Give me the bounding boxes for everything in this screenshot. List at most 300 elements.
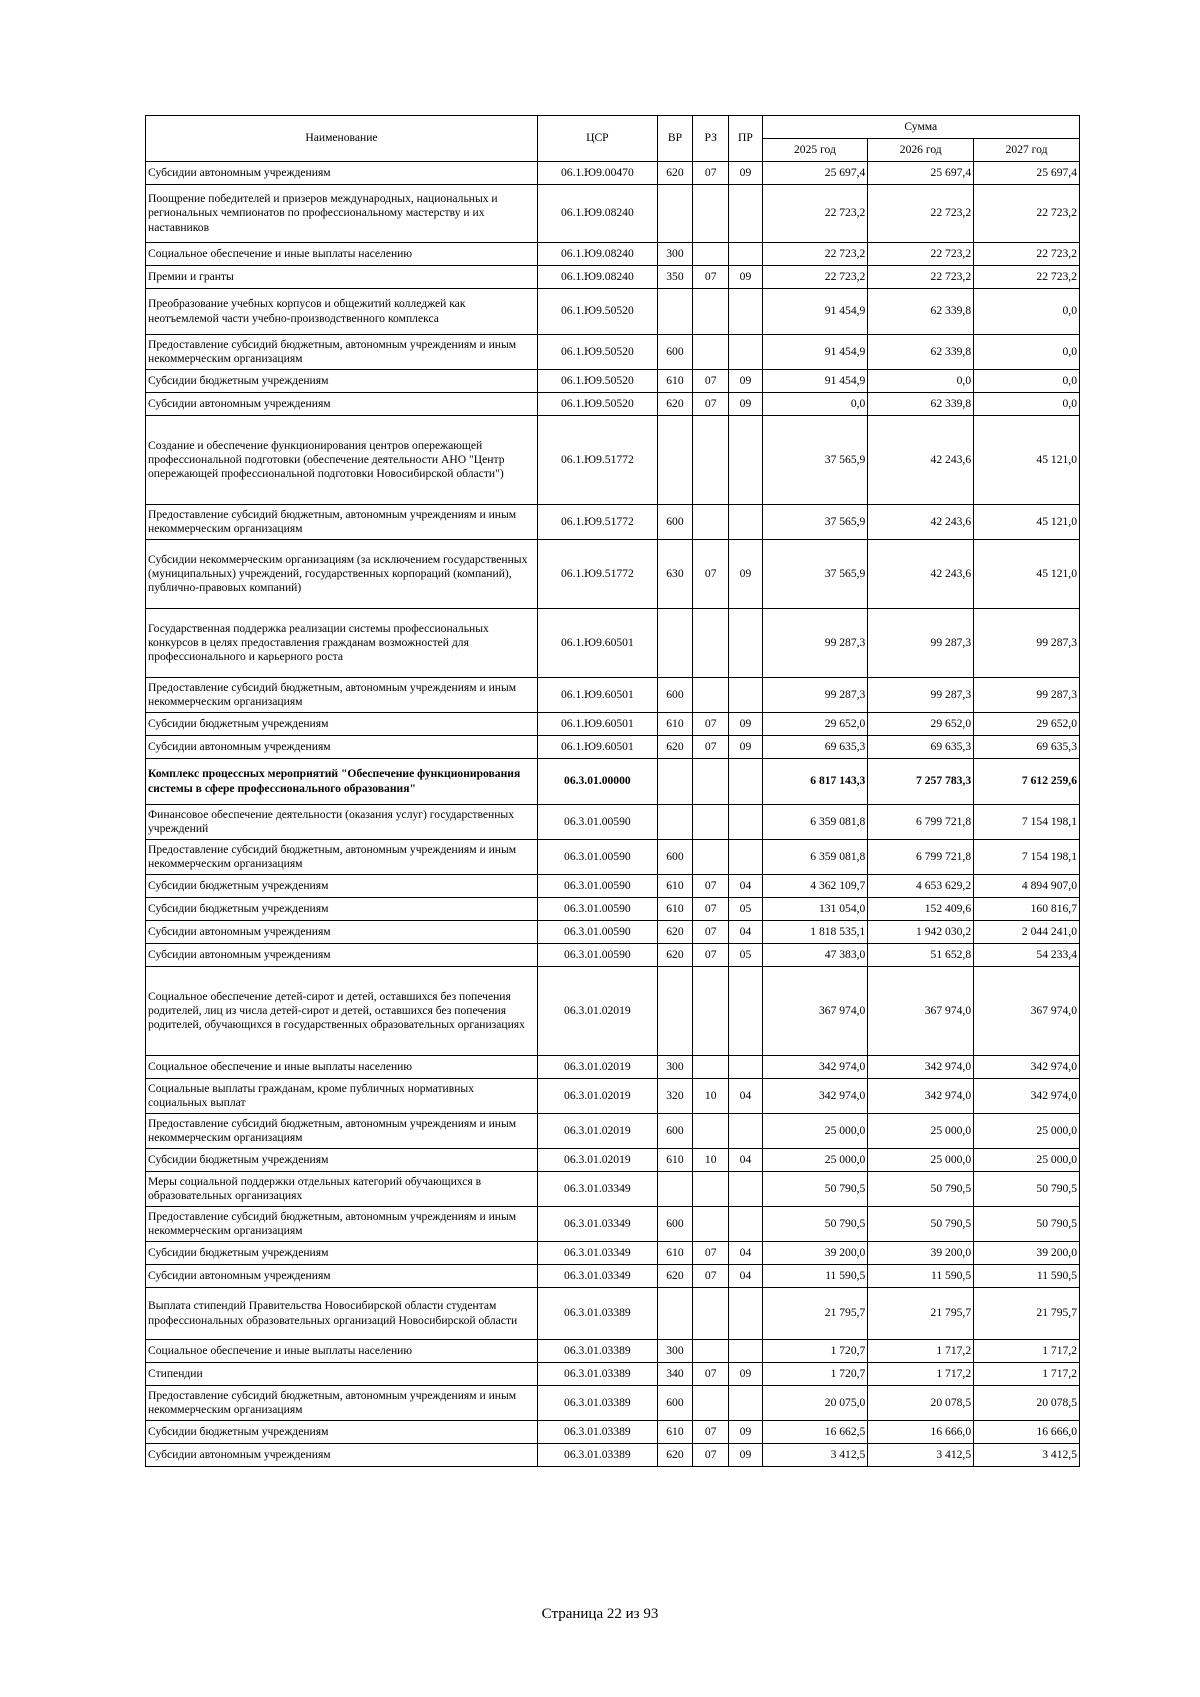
cell-rz — [693, 609, 729, 678]
cell-y2027: 367 974,0 — [974, 967, 1080, 1056]
cell-rz: 07 — [693, 736, 729, 759]
cell-pr: 04 — [729, 1079, 762, 1114]
cell-pr — [729, 1340, 762, 1363]
cell-rz — [693, 505, 729, 540]
cell-y2025: 0,0 — [762, 393, 868, 416]
table-row — [146, 243, 1080, 266]
cell-y2026: 42 243,6 — [868, 416, 974, 505]
cell-rz: 07 — [693, 370, 729, 393]
header-csr: ЦСР — [537, 116, 657, 162]
cell-rz: 07 — [693, 1265, 729, 1288]
table-row — [146, 921, 1080, 944]
cell-name: Социальное обеспечение и иные выплаты населению — [146, 243, 538, 266]
cell-vr: 600 — [657, 678, 692, 713]
cell-csr: 06.3.01.00590 — [537, 875, 657, 898]
cell-pr — [729, 289, 762, 335]
cell-name: Субсидии автономным учреждениям — [146, 1265, 538, 1288]
cell-y2027: 22 723,2 — [974, 185, 1080, 243]
table-row — [146, 540, 1080, 609]
cell-vr — [657, 609, 692, 678]
cell-y2027: 54 233,4 — [974, 944, 1080, 967]
cell-y2026: 1 942 030,2 — [868, 921, 974, 944]
header-rz: РЗ — [693, 116, 729, 162]
cell-y2027: 160 816,7 — [974, 898, 1080, 921]
cell-csr: 06.3.01.03389 — [537, 1386, 657, 1421]
cell-y2025: 91 454,9 — [762, 335, 868, 370]
cell-y2027: 25 697,4 — [974, 162, 1080, 185]
table-row — [146, 1363, 1080, 1386]
cell-y2027: 21 795,7 — [974, 1288, 1080, 1340]
cell-rz — [693, 1340, 729, 1363]
cell-vr: 630 — [657, 540, 692, 609]
table-row — [146, 266, 1080, 289]
cell-pr: 04 — [729, 875, 762, 898]
table-row — [146, 1386, 1080, 1421]
cell-rz: 10 — [693, 1149, 729, 1172]
cell-y2025: 367 974,0 — [762, 967, 868, 1056]
cell-y2027: 0,0 — [974, 370, 1080, 393]
cell-y2025: 22 723,2 — [762, 185, 868, 243]
cell-csr: 06.3.01.00590 — [537, 944, 657, 967]
cell-name: Социальные выплаты гражданам, кроме публичных нормативных социальных выплат — [146, 1079, 538, 1114]
cell-name: Поощрение победителей и призеров международных, национальных и региональных чемпионатов по профессиональному мастерству и их наставников — [146, 185, 538, 243]
cell-rz — [693, 805, 729, 840]
cell-y2026: 152 409,6 — [868, 898, 974, 921]
table-row — [146, 678, 1080, 713]
cell-y2027: 39 200,0 — [974, 1242, 1080, 1265]
cell-y2025: 99 287,3 — [762, 609, 868, 678]
cell-name: Субсидии бюджетным учреждениям — [146, 1421, 538, 1444]
cell-rz — [693, 1288, 729, 1340]
table-row — [146, 289, 1080, 335]
cell-csr: 06.3.01.03389 — [537, 1421, 657, 1444]
cell-y2026: 62 339,8 — [868, 289, 974, 335]
cell-vr — [657, 416, 692, 505]
cell-y2025: 29 652,0 — [762, 713, 868, 736]
cell-y2027: 50 790,5 — [974, 1207, 1080, 1242]
cell-vr — [657, 289, 692, 335]
cell-csr: 06.1.Ю9.50520 — [537, 335, 657, 370]
cell-rz — [693, 1114, 729, 1149]
cell-csr: 06.3.01.03349 — [537, 1172, 657, 1207]
cell-y2027: 342 974,0 — [974, 1056, 1080, 1079]
table-row — [146, 1056, 1080, 1079]
cell-name: Предоставление субсидий бюджетным, автономным учреждениям и иным некоммерческим организациям — [146, 1386, 538, 1421]
cell-vr: 610 — [657, 898, 692, 921]
cell-pr — [729, 1207, 762, 1242]
cell-y2026: 1 717,2 — [868, 1340, 974, 1363]
cell-y2026: 29 652,0 — [868, 713, 974, 736]
table-row — [146, 875, 1080, 898]
cell-y2027: 69 635,3 — [974, 736, 1080, 759]
budget-table — [145, 115, 1080, 1467]
cell-vr — [657, 185, 692, 243]
table-row — [146, 1242, 1080, 1265]
cell-csr: 06.3.01.02019 — [537, 1114, 657, 1149]
cell-name: Предоставление субсидий бюджетным, автономным учреждениям и иным некоммерческим организациям — [146, 678, 538, 713]
cell-y2026: 50 790,5 — [868, 1172, 974, 1207]
cell-name: Предоставление субсидий бюджетным, автономным учреждениям и иным некоммерческим организациям — [146, 1114, 538, 1149]
cell-pr: 09 — [729, 1363, 762, 1386]
cell-csr: 06.3.01.00590 — [537, 898, 657, 921]
cell-y2025: 22 723,2 — [762, 266, 868, 289]
cell-vr: 300 — [657, 243, 692, 266]
cell-pr — [729, 609, 762, 678]
cell-pr — [729, 1056, 762, 1079]
cell-csr: 06.1.Ю9.50520 — [537, 393, 657, 416]
cell-vr: 620 — [657, 944, 692, 967]
cell-rz: 07 — [693, 713, 729, 736]
cell-rz: 07 — [693, 1242, 729, 1265]
table-row — [146, 1172, 1080, 1207]
cell-y2027: 7 612 259,6 — [974, 759, 1080, 805]
cell-y2027: 99 287,3 — [974, 678, 1080, 713]
cell-y2027: 0,0 — [974, 393, 1080, 416]
cell-y2025: 1 720,7 — [762, 1363, 868, 1386]
cell-rz — [693, 185, 729, 243]
cell-name: Субсидии бюджетным учреждениям — [146, 875, 538, 898]
cell-name: Субсидии бюджетным учреждениям — [146, 713, 538, 736]
cell-y2025: 6 359 081,8 — [762, 840, 868, 875]
cell-pr: 09 — [729, 370, 762, 393]
cell-rz — [693, 840, 729, 875]
cell-y2025: 99 287,3 — [762, 678, 868, 713]
cell-name: Комплекс процессных мероприятий "Обеспечение функционирования системы в сфере профессионального образования" — [146, 759, 538, 805]
cell-y2025: 25 000,0 — [762, 1149, 868, 1172]
cell-csr: 06.1.Ю9.60501 — [537, 736, 657, 759]
cell-vr: 600 — [657, 840, 692, 875]
cell-y2026: 22 723,2 — [868, 243, 974, 266]
cell-pr: 09 — [729, 162, 762, 185]
table-row — [146, 1149, 1080, 1172]
cell-vr — [657, 805, 692, 840]
cell-name: Субсидии бюджетным учреждениям — [146, 370, 538, 393]
cell-pr: 09 — [729, 540, 762, 609]
table-row — [146, 944, 1080, 967]
cell-vr: 620 — [657, 162, 692, 185]
cell-y2026: 22 723,2 — [868, 266, 974, 289]
cell-vr: 610 — [657, 370, 692, 393]
cell-csr: 06.3.01.00590 — [537, 805, 657, 840]
cell-vr: 620 — [657, 921, 692, 944]
cell-csr: 06.3.01.03349 — [537, 1242, 657, 1265]
cell-vr — [657, 759, 692, 805]
table-row — [146, 335, 1080, 370]
cell-pr — [729, 805, 762, 840]
cell-y2027: 25 000,0 — [974, 1114, 1080, 1149]
cell-pr: 09 — [729, 1421, 762, 1444]
cell-pr: 04 — [729, 921, 762, 944]
cell-y2027: 7 154 198,1 — [974, 805, 1080, 840]
cell-name: Меры социальной поддержки отдельных категорий обучающихся в образовательных организациях — [146, 1172, 538, 1207]
cell-vr: 600 — [657, 1114, 692, 1149]
header-vr: ВР — [657, 116, 692, 162]
cell-y2025: 1 818 535,1 — [762, 921, 868, 944]
cell-vr: 610 — [657, 1421, 692, 1444]
cell-y2027: 7 154 198,1 — [974, 840, 1080, 875]
cell-y2025: 37 565,9 — [762, 540, 868, 609]
cell-y2025: 4 362 109,7 — [762, 875, 868, 898]
table-row — [146, 898, 1080, 921]
cell-pr: 04 — [729, 1242, 762, 1265]
cell-name: Преобразование учебных корпусов и общежитий колледжей как неотъемлемой части учебно-производственного комплекса — [146, 289, 538, 335]
cell-rz: 07 — [693, 1363, 729, 1386]
cell-csr: 06.3.01.03349 — [537, 1265, 657, 1288]
cell-y2026: 39 200,0 — [868, 1242, 974, 1265]
cell-vr: 300 — [657, 1340, 692, 1363]
table-row — [146, 1340, 1080, 1363]
cell-name: Премии и гранты — [146, 266, 538, 289]
cell-name: Социальное обеспечение детей-сирот и детей, оставшихся без попечения родителей, лиц из числа детей-сирот и детей, оставшихся без попечения родителей, обучающихся в государственных образовательных организациях — [146, 967, 538, 1056]
cell-y2025: 342 974,0 — [762, 1079, 868, 1114]
cell-y2026: 6 799 721,8 — [868, 840, 974, 875]
table-row — [146, 759, 1080, 805]
cell-vr: 620 — [657, 1444, 692, 1467]
cell-csr: 06.1.Ю9.51772 — [537, 416, 657, 505]
cell-y2026: 25 000,0 — [868, 1149, 974, 1172]
table-row — [146, 1421, 1080, 1444]
cell-rz: 07 — [693, 393, 729, 416]
cell-y2027: 99 287,3 — [974, 609, 1080, 678]
cell-y2025: 131 054,0 — [762, 898, 868, 921]
cell-csr: 06.1.Ю9.51772 — [537, 540, 657, 609]
cell-rz — [693, 1172, 729, 1207]
cell-y2026: 50 790,5 — [868, 1207, 974, 1242]
cell-y2026: 11 590,5 — [868, 1265, 974, 1288]
cell-y2026: 25 000,0 — [868, 1114, 974, 1149]
cell-vr: 620 — [657, 393, 692, 416]
cell-y2027: 342 974,0 — [974, 1079, 1080, 1114]
cell-y2026: 4 653 629,2 — [868, 875, 974, 898]
cell-y2025: 6 359 081,8 — [762, 805, 868, 840]
cell-y2026: 62 339,8 — [868, 335, 974, 370]
cell-csr: 06.1.Ю9.50520 — [537, 370, 657, 393]
cell-pr: 09 — [729, 266, 762, 289]
cell-y2026: 22 723,2 — [868, 185, 974, 243]
cell-csr: 06.3.01.00000 — [537, 759, 657, 805]
cell-rz: 07 — [693, 921, 729, 944]
cell-rz: 07 — [693, 875, 729, 898]
cell-pr: 09 — [729, 713, 762, 736]
cell-csr: 06.3.01.02019 — [537, 1149, 657, 1172]
cell-name: Предоставление субсидий бюджетным, автономным учреждениям и иным некоммерческим организациям — [146, 1207, 538, 1242]
cell-vr: 320 — [657, 1079, 692, 1114]
cell-y2027: 4 894 907,0 — [974, 875, 1080, 898]
cell-csr: 06.3.01.00590 — [537, 921, 657, 944]
cell-csr: 06.1.Ю9.00470 — [537, 162, 657, 185]
cell-y2027: 29 652,0 — [974, 713, 1080, 736]
cell-y2025: 50 790,5 — [762, 1172, 868, 1207]
cell-name: Социальное обеспечение и иные выплаты населению — [146, 1340, 538, 1363]
table-row — [146, 967, 1080, 1056]
cell-pr — [729, 1114, 762, 1149]
cell-csr: 06.1.Ю9.08240 — [537, 243, 657, 266]
cell-rz — [693, 243, 729, 266]
cell-y2027: 45 121,0 — [974, 540, 1080, 609]
cell-name: Создание и обеспечение функционирования центров опережающей профессиональной подготовки (обеспечение деятельности АНО "Центр опережающей профессиональной подготовки Новосибирской области") — [146, 416, 538, 505]
cell-rz — [693, 1207, 729, 1242]
cell-y2026: 69 635,3 — [868, 736, 974, 759]
cell-y2025: 25 000,0 — [762, 1114, 868, 1149]
cell-y2025: 50 790,5 — [762, 1207, 868, 1242]
cell-name: Стипендии — [146, 1363, 538, 1386]
cell-vr — [657, 1288, 692, 1340]
cell-vr: 610 — [657, 713, 692, 736]
table-row — [146, 1114, 1080, 1149]
cell-csr: 06.3.01.02019 — [537, 967, 657, 1056]
cell-csr: 06.3.01.03389 — [537, 1444, 657, 1467]
cell-vr: 610 — [657, 1149, 692, 1172]
cell-y2027: 3 412,5 — [974, 1444, 1080, 1467]
cell-y2025: 25 697,4 — [762, 162, 868, 185]
cell-rz — [693, 335, 729, 370]
page-number: Страница 22 из 93 — [541, 1606, 659, 1622]
cell-name: Субсидии некоммерческим организациям (за исключением государственных (муниципальных) учреждений, государственных корпораций (компаний), публично-правовых компаний) — [146, 540, 538, 609]
table-row — [146, 416, 1080, 505]
cell-vr: 620 — [657, 736, 692, 759]
cell-vr: 610 — [657, 1242, 692, 1265]
cell-pr: 09 — [729, 736, 762, 759]
cell-csr: 06.1.Ю9.60501 — [537, 609, 657, 678]
header-sum: Сумма — [762, 116, 1079, 139]
cell-pr — [729, 1386, 762, 1421]
cell-y2027: 0,0 — [974, 335, 1080, 370]
cell-y2026: 367 974,0 — [868, 967, 974, 1056]
cell-y2025: 11 590,5 — [762, 1265, 868, 1288]
cell-y2025: 1 720,7 — [762, 1340, 868, 1363]
cell-name: Предоставление субсидий бюджетным, автономным учреждениям и иным некоммерческим организациям — [146, 840, 538, 875]
cell-pr — [729, 416, 762, 505]
cell-csr: 06.3.01.03349 — [537, 1207, 657, 1242]
cell-pr: 09 — [729, 393, 762, 416]
cell-rz: 07 — [693, 898, 729, 921]
table-body — [146, 162, 1080, 1467]
cell-y2025: 20 075,0 — [762, 1386, 868, 1421]
cell-y2026: 21 795,7 — [868, 1288, 974, 1340]
cell-y2026: 1 717,2 — [868, 1363, 974, 1386]
header-year-2026: 2026 год — [868, 139, 974, 162]
cell-vr: 600 — [657, 335, 692, 370]
cell-vr: 620 — [657, 1265, 692, 1288]
table-header — [146, 116, 1080, 162]
cell-y2026: 99 287,3 — [868, 609, 974, 678]
cell-name: Социальное обеспечение и иные выплаты населению — [146, 1056, 538, 1079]
cell-y2026: 99 287,3 — [868, 678, 974, 713]
table-row — [146, 713, 1080, 736]
table-row — [146, 1207, 1080, 1242]
cell-y2027: 16 666,0 — [974, 1421, 1080, 1444]
cell-y2025: 3 412,5 — [762, 1444, 868, 1467]
table-row — [146, 1444, 1080, 1467]
cell-name: Субсидии автономным учреждениям — [146, 944, 538, 967]
cell-y2027: 45 121,0 — [974, 416, 1080, 505]
cell-y2025: 21 795,7 — [762, 1288, 868, 1340]
cell-pr: 04 — [729, 1265, 762, 1288]
cell-csr: 06.3.01.02019 — [537, 1079, 657, 1114]
cell-rz — [693, 759, 729, 805]
cell-y2026: 7 257 783,3 — [868, 759, 974, 805]
cell-rz: 07 — [693, 944, 729, 967]
cell-name: Предоставление субсидий бюджетным, автономным учреждениям и иным некоммерческим организациям — [146, 335, 538, 370]
cell-csr: 06.1.Ю9.60501 — [537, 678, 657, 713]
cell-y2025: 22 723,2 — [762, 243, 868, 266]
cell-y2026: 25 697,4 — [868, 162, 974, 185]
table-row — [146, 805, 1080, 840]
cell-name: Субсидии автономным учреждениям — [146, 736, 538, 759]
cell-pr: 05 — [729, 898, 762, 921]
cell-y2026: 6 799 721,8 — [868, 805, 974, 840]
cell-y2026: 3 412,5 — [868, 1444, 974, 1467]
cell-rz — [693, 1386, 729, 1421]
cell-csr: 06.3.01.03389 — [537, 1363, 657, 1386]
cell-pr — [729, 759, 762, 805]
cell-y2026: 42 243,6 — [868, 505, 974, 540]
cell-rz — [693, 416, 729, 505]
cell-pr — [729, 840, 762, 875]
cell-name: Выплата стипендий Правительства Новосибирской области студентам профессиональных образовательных организаций Новосибирской области — [146, 1288, 538, 1340]
cell-pr — [729, 967, 762, 1056]
cell-y2026: 16 666,0 — [868, 1421, 974, 1444]
cell-name: Государственная поддержка реализации системы профессиональных конкурсов в целях предоставления гражданам возможностей для профессионального и карьерного роста — [146, 609, 538, 678]
cell-y2027: 1 717,2 — [974, 1340, 1080, 1363]
table-row — [146, 185, 1080, 243]
table-row — [146, 736, 1080, 759]
cell-y2027: 11 590,5 — [974, 1265, 1080, 1288]
cell-rz: 07 — [693, 1444, 729, 1467]
table-row — [146, 162, 1080, 185]
cell-y2027: 1 717,2 — [974, 1363, 1080, 1386]
cell-y2027: 2 044 241,0 — [974, 921, 1080, 944]
cell-y2027: 0,0 — [974, 289, 1080, 335]
cell-pr — [729, 243, 762, 266]
cell-y2027: 22 723,2 — [974, 266, 1080, 289]
cell-pr — [729, 1172, 762, 1207]
cell-name: Предоставление субсидий бюджетным, автономным учреждениям и иным некоммерческим организациям — [146, 505, 538, 540]
cell-vr: 610 — [657, 875, 692, 898]
cell-vr: 600 — [657, 505, 692, 540]
cell-name: Субсидии автономным учреждениям — [146, 921, 538, 944]
cell-pr — [729, 1288, 762, 1340]
cell-y2027: 25 000,0 — [974, 1149, 1080, 1172]
header-pr: ПР — [729, 116, 762, 162]
cell-rz: 07 — [693, 1421, 729, 1444]
cell-vr: 600 — [657, 1386, 692, 1421]
cell-y2026: 0,0 — [868, 370, 974, 393]
cell-rz — [693, 967, 729, 1056]
cell-y2027: 20 078,5 — [974, 1386, 1080, 1421]
cell-name: Субсидии автономным учреждениям — [146, 1444, 538, 1467]
cell-y2025: 39 200,0 — [762, 1242, 868, 1265]
cell-pr — [729, 185, 762, 243]
cell-vr: 600 — [657, 1207, 692, 1242]
cell-csr: 06.3.01.03389 — [537, 1340, 657, 1363]
cell-y2025: 47 383,0 — [762, 944, 868, 967]
cell-y2027: 45 121,0 — [974, 505, 1080, 540]
cell-y2026: 62 339,8 — [868, 393, 974, 416]
cell-rz: 07 — [693, 540, 729, 609]
cell-rz: 10 — [693, 1079, 729, 1114]
cell-y2025: 91 454,9 — [762, 289, 868, 335]
cell-y2026: 42 243,6 — [868, 540, 974, 609]
cell-vr: 340 — [657, 1363, 692, 1386]
table-row — [146, 1288, 1080, 1340]
header-year-2025: 2025 год — [762, 139, 868, 162]
cell-y2026: 342 974,0 — [868, 1079, 974, 1114]
cell-pr — [729, 505, 762, 540]
cell-name: Субсидии бюджетным учреждениям — [146, 1242, 538, 1265]
cell-y2025: 342 974,0 — [762, 1056, 868, 1079]
cell-name: Финансовое обеспечение деятельности (оказания услуг) государственных учреждений — [146, 805, 538, 840]
